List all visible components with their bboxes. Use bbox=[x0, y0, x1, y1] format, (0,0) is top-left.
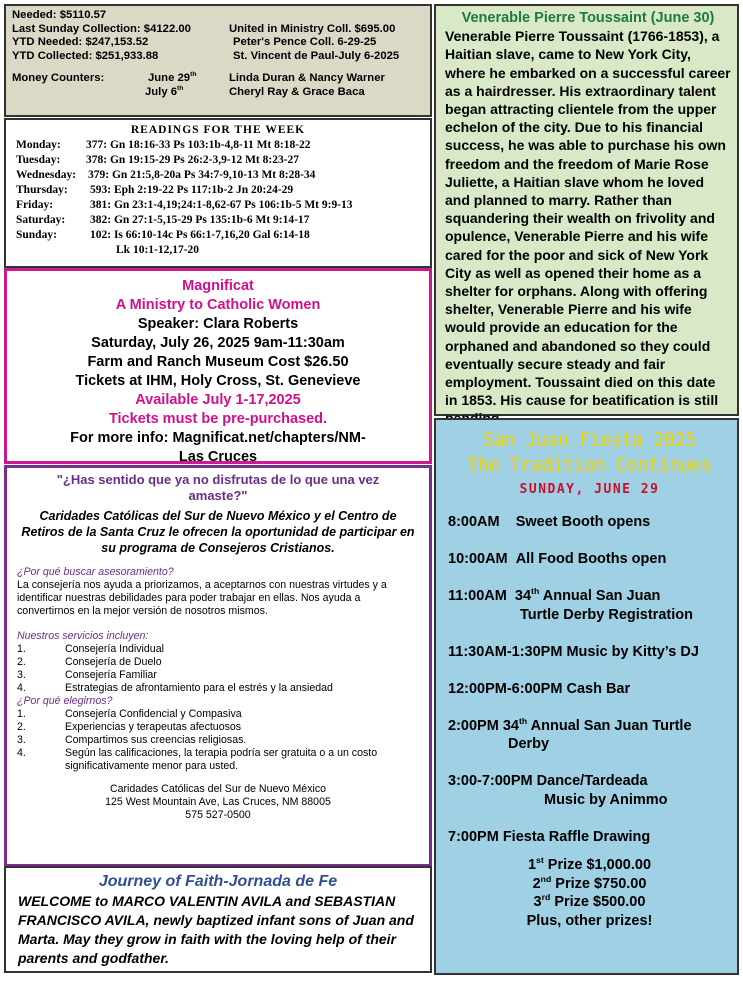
ytd-needed: YTD Needed: $247,153.52 bbox=[12, 36, 149, 48]
magnificat-tickets: Tickets at IHM, Holy Cross, St. Genevieve bbox=[75, 373, 361, 389]
counter-date: June 29th bbox=[148, 71, 197, 84]
peters-pence: Peter's Pence Coll. 6-29-25 bbox=[233, 36, 377, 48]
journey-of-faith-panel bbox=[4, 866, 432, 973]
prize-item: 1st Prize $1,000.00 bbox=[527, 855, 652, 873]
magnificat-title: Magnificat bbox=[182, 278, 254, 294]
charities-address: Caridades Católicas del Sur de Nuevo México 125 West Mountain Ave, Las Cruces, NM 88005 575 527-0500 bbox=[105, 783, 331, 821]
magnificat-date: Saturday, July 26, 2025 9am-11:30am bbox=[91, 335, 345, 351]
toussaint-title: Venerable Pierre Toussaint (June 30) bbox=[461, 10, 715, 26]
reading-row: Monday: 377: Gn 18:16-33 Ps 103:1b-4,8-11 Mt 8:18-22 bbox=[16, 139, 311, 151]
list-item: 2. Experiencias y terapeutas afectuosos bbox=[17, 721, 242, 733]
toussaint-body: Venerable Pierre Toussaint (1766-1853), a Haitian slave, came to New York City, where he embarked on a successful career as a hairdresser. His extraordinary talent began attracting clientele from the upper echelon of the city. Due to his financial success, he was able to purchase his own freedom and the freedom of Marie Rose Juliette, a Haitian slave whom he loved and planned to marry. Rather than squandering their wealth on frivolity and opulence, Venerable Pierre and his wife cared for the poor and sick of New York City as well as opened their home as a shelter for orphans. Along with offering shelter, Venerable Pierre and his wife would provide an education for the orphaned and abandoned so they could eventually secure steady and fair employment. Toussaint died on this date in 1853. His cause for beatification is still bbox=[445, 28, 731, 409]
charities-question: "¿Has sentido que ya no disfrutas de lo que una vez amaste?" bbox=[56, 472, 380, 503]
magnificat-available: Available July 1-17,2025 bbox=[135, 392, 301, 408]
why-heading: ¿Por qué buscar asesoramiento? bbox=[17, 566, 174, 578]
counter-names: Cheryl Ray & Grace Baca bbox=[229, 85, 365, 98]
magnificat-panel bbox=[4, 268, 432, 464]
list-item: 3. Consejería Familiar bbox=[17, 669, 157, 681]
fiesta-date: SUNDAY, JUNE 29 bbox=[519, 482, 660, 497]
reading-row: Thursday: 593: Eph 2:19-22 Ps 117:1b-2 Jn 20:24-29 bbox=[16, 184, 294, 196]
journey-body: WELCOME to MARCO VALENTIN AVILA and SEBASTIAN FRANCISCO AVILA, newly baptized infant sons of Juan and Marta. May they grow in faith with the loving help of their parents and godfather. bbox=[18, 893, 414, 966]
counter-names: Linda Duran & Nancy Warner bbox=[229, 72, 385, 84]
st-vincent: St. Vincent de Paul-July 6-2025 bbox=[233, 49, 400, 62]
counter-date: July 6th bbox=[145, 84, 184, 98]
counters-label: Money Counters: bbox=[12, 72, 105, 84]
choose-heading: ¿Por qué elegirnos? bbox=[17, 695, 113, 707]
schedule-item: 11:30AM-1:30PM Music by Kitty’s DJ bbox=[448, 643, 699, 660]
prize-item: 2nd Prize $750.00 bbox=[532, 873, 647, 892]
prize-list bbox=[448, 856, 731, 930]
reading-row: Tuesday: 378: Gn 19:15-29 Ps 26:2-3,9-12 Mt 8:23-27 bbox=[16, 154, 300, 166]
catholic-charities-panel bbox=[4, 465, 432, 867]
ytd-collected: YTD Collected: $251,933.88 bbox=[12, 49, 159, 62]
fiesta-title: San Juan Fiesta 2025 bbox=[483, 430, 696, 451]
journey-title: Journey of Faith-Jornada de Fe bbox=[98, 873, 338, 890]
magnificat-subtitle: A Ministry to Catholic Women bbox=[115, 297, 321, 313]
schedule-item: 7:00PM Fiesta Raffle Drawing bbox=[448, 828, 651, 845]
other-prizes: Plus, other prizes! bbox=[526, 912, 653, 929]
schedule-item: 12:00PM-6:00PM Cash Bar bbox=[448, 680, 631, 697]
last-sunday-collection: Last Sunday Collection: $4122.00 bbox=[12, 22, 191, 35]
reading-row: Lk 10:1-12,17-20 bbox=[116, 244, 200, 256]
magnificat-prepurchase: Tickets must be pre-purchased. bbox=[108, 411, 328, 427]
united-collection: United in Ministry Coll. $695.00 bbox=[229, 22, 396, 35]
charities-intro: Caridades Católicas del Sur de Nuevo México y el Centro de Retiros de la Santa Cruz le ofrecen la oportunidad de participar en su programa de Consejeros Cristianos. bbox=[21, 509, 415, 555]
schedule-item: 3:00-7:00PM Dance/Tardeada Music by Animmo bbox=[448, 773, 668, 808]
finance-panel bbox=[4, 4, 432, 117]
schedule-item: 11:00AM 34th Annual San Juan Turtle Derby Registration bbox=[448, 586, 693, 623]
readings-panel bbox=[4, 118, 432, 268]
list-item: 4. Según las calificaciones, la terapia podría ser gratuita o a un costo significativamente menor para usted. bbox=[17, 747, 378, 772]
magnificat-info-2: Las Cruces bbox=[178, 449, 258, 465]
list-item: 4. Estrategias de afrontamiento para el estrés y la ansiedad bbox=[17, 682, 333, 694]
reading-row: Friday: 381: Gn 23:1-4,19;24:1-8,62-67 Ps 106:1b-5 Mt 9:9-13 bbox=[16, 199, 353, 211]
schedule-item: 2:00PM 34th Annual San Juan Turtle Derby bbox=[448, 715, 692, 752]
prize-item: 3rd Prize $500.00 bbox=[533, 892, 646, 910]
readings-title: READINGS FOR THE WEEK bbox=[130, 124, 306, 136]
fiesta-panel bbox=[434, 418, 739, 975]
schedule-item: 8:00AM Sweet Booth opens bbox=[448, 514, 651, 530]
list-item: 1. Consejería Confidencial y Compasiva bbox=[17, 708, 242, 720]
reading-row: Sunday: 102: Is 66:10-14c Ps 66:1-7,16,20 Gal 6:14-18 bbox=[16, 229, 310, 241]
reading-row: Wednesday: 379: Gn 21:5,8-20a Ps 34:7-9,10-13 Mt 8:28-34 bbox=[16, 169, 316, 181]
why-text: La consejería nos ayuda a priorizamos, a aceptarnos con nuestras virtudes y a identificar nuestras debilidades para poder trabajar en ellas. Nos ayuda a convertirnos en la mejor versión de nosotros mismos. bbox=[17, 579, 387, 617]
needed-amount: Needed: $5110.57 bbox=[12, 9, 107, 21]
magnificat-venue: Farm and Ranch Museum Cost $26.50 bbox=[87, 354, 349, 370]
fiesta-subtitle: The Tradition Continues bbox=[467, 455, 712, 476]
services-heading: Nuestros servicios incluyen: bbox=[17, 630, 149, 642]
list-item: 1. Consejería Individual bbox=[17, 643, 164, 655]
list-item: 3. Compartimos sus creencias religiosas. bbox=[17, 734, 247, 746]
list-item: 2. Consejería de Duelo bbox=[17, 656, 162, 668]
reading-row: Saturday: 382: Gn 27:1-5,15-29 Ps 135:1b-6 Mt 9:14-17 bbox=[16, 214, 310, 226]
schedule-item: 10:00AM All Food Booths open bbox=[448, 551, 667, 567]
magnificat-info: For more info: Magnificat.net/chapters/NM- bbox=[70, 430, 366, 446]
toussaint-panel bbox=[434, 4, 739, 416]
magnificat-speaker: Speaker: Clara Roberts bbox=[137, 316, 299, 332]
